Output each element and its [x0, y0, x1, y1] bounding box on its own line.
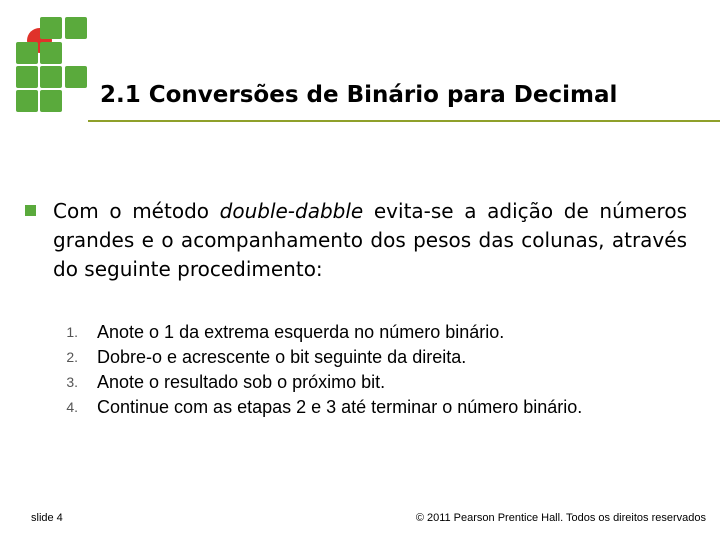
step-text: Anote o resultado sob o próximo bit. — [97, 372, 386, 392]
copyright-notice: © 2011 Pearson Prentice Hall. Todos os direitos reservados — [415, 512, 706, 524]
logo-square — [65, 17, 87, 39]
bullet-text-end: evita-se a adição de números grandes e o acompanhamento dos pesos das colunas, através do seguinte procedimento: — [53, 199, 687, 281]
slide-number: slide 4 — [31, 512, 63, 524]
step-text: Anote o 1 da extrema esquerda no número binário. — [97, 322, 505, 342]
procedure-list — [60, 320, 700, 420]
step-number: 3. — [66, 374, 78, 390]
logo-square — [16, 42, 38, 64]
logo-square — [16, 66, 38, 88]
list-item — [60, 370, 700, 395]
list-item — [60, 320, 700, 345]
step-text: Dobre-o e acrescente o bit seguinte da direita. — [97, 347, 467, 367]
bullet-paragraph — [53, 197, 687, 284]
logo-square — [40, 66, 62, 88]
logo-square — [40, 90, 62, 112]
slide-title: 2.1 Conversões de Binário para Decimal — [100, 82, 618, 108]
square-bullet-icon — [25, 205, 36, 216]
bullet-text-start: Com o método — [53, 199, 220, 223]
list-item — [60, 345, 700, 370]
list-item — [60, 395, 700, 420]
logo-square — [40, 17, 62, 39]
institution-logo — [13, 14, 89, 110]
logo-square — [40, 42, 62, 64]
step-number: 1. — [66, 324, 78, 340]
logo-square — [16, 90, 38, 112]
step-number: 4. — [66, 399, 78, 415]
step-number: 2. — [66, 349, 78, 365]
title-underline — [88, 120, 720, 122]
step-text: Continue com as etapas 2 e 3 até terminar o número binário. — [97, 397, 583, 417]
bullet-text-italic: double-dabble — [219, 199, 364, 223]
logo-square — [65, 66, 87, 88]
